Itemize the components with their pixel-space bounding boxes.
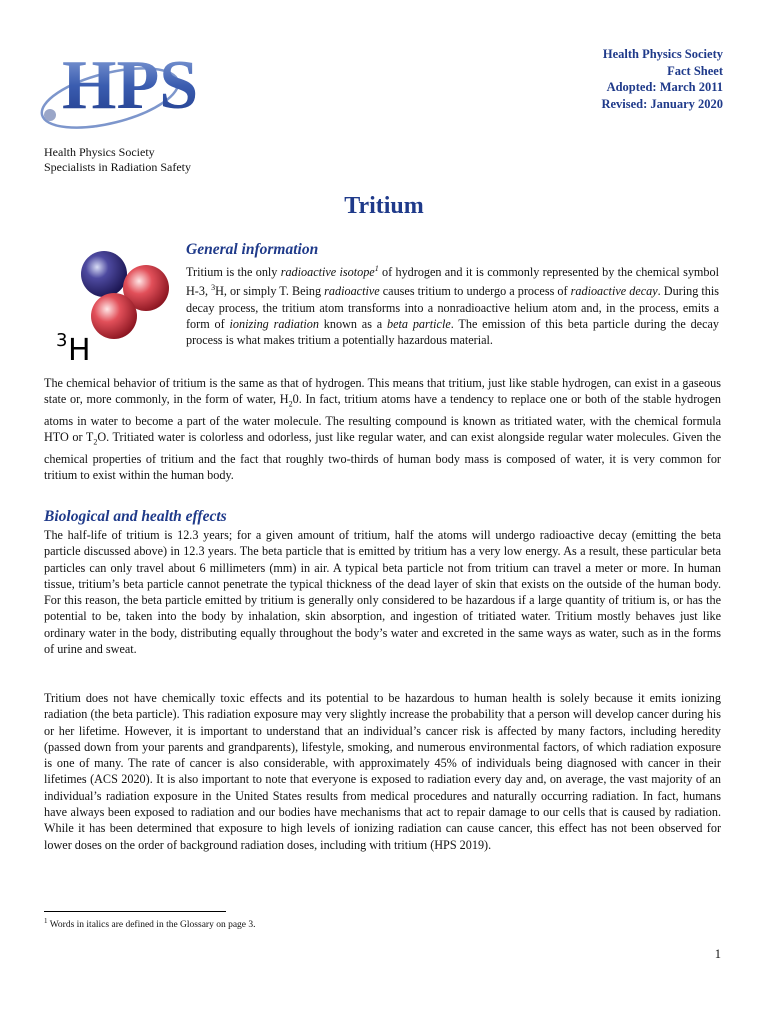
element-symbol: H <box>68 333 91 368</box>
isotope-mass-number: 3 <box>56 330 68 351</box>
page-number: 1 <box>714 947 721 961</box>
meta-line-1: Health Physics Society <box>602 47 723 61</box>
chemical-behavior-paragraph: The chemical behavior of tritium is the same as that of hydrogen. This means that tritium, just like stable hydrogen, can exist in a gaseous state or, more commonly, in the form of water, $H_20$. In fact, tritium atoms have a tendency to replace one or both of the stable hydrogen atoms in water to become a part of the water molecule. The resulting compound is known as tritiated water, with the chemical formula HTO or $T_2O$. Tritiated water is colorless and odorless, just like regular water, and can exist alongside regular water molecules. Given the chemical properties of tritium and the fact that roughly two-thirds of human body mass is composed of water, it is very common for tritium to exist within the human body. <box>44 376 721 483</box>
org-tagline: Specialists in Radiation Safety <box>44 160 191 174</box>
section-heading-general: General information <box>186 241 319 258</box>
page-title: Tritium <box>344 193 424 219</box>
organization-block <box>44 145 191 175</box>
tritium-atom-icon <box>52 248 182 368</box>
footnote: $^1$ Words in italics are defined in the Glossary on page 3. <box>44 917 256 931</box>
meta-line-3: Adopted: March 2011 <box>606 80 723 94</box>
meta-line-2: Fact Sheet <box>667 63 723 78</box>
footnote-divider <box>44 911 226 912</box>
section-heading-biological: Biological and health effects <box>44 508 227 525</box>
hps-logo <box>40 40 215 140</box>
meta-line-4: Revised: January 2020 <box>601 96 723 111</box>
half-life-paragraph: The half-life of tritium is 12.3 years; for a given amount of tritium, half the atoms will undergo radioactive decay (emitting the beta particle discussed above) in 12.3 years. The beta particle that is emitted by tritium has a very low energy. As a result, these particular beta particles can only travel about 6 millimeters (mm) in air. A typical beta particle not from tritium can travel a meter or more. In human tissue, tritium’s beta particle cannot penetrate the typical thickness of the dead layer of skin that exists on the outside of the human body. For this reason, the beta particle emitted by tritium is generally only considered to be hazardous if a large quantity of tritium is, or has the potential to be, taken into the body by inhalation, skin absorption, and ingestion of tritiated water. Tritium mostly behaves just like ordinary water in the body, distributing equally throughout the body’s water and excreted in the same ways as water, such as in the forms of urine and sweat. <box>44 528 721 657</box>
health-effects-paragraph: Tritium does not have chemically toxic effects and its potential to be hazardous to human health is solely because it emits ionizing radiation (the beta particle). This radiation exposure may very slightly increase the probability that a person will develop cancer during his or her lifetime. However, it is important to understand that an individual’s cancer risk is affected by many factors, including heredity (passed down from your parents and grandparents), lifestyle, smoking, and numerous environmental factors, of which radiation exposure is one of many. The rate of cancer is also considerable, with approximately 45% of individuals being diagnosed with cancer in their lifetimes (ACS 2020). It is also important to note that everyone is exposed to radiation every day and, on average, the vast majority of an individual’s radiation exposure in the United States results from medical procedures and naturally occurring radiation. In fact, humans have always been exposed to radiation and our bodies have mechanisms that act to repair damage to our cells that is caused by radiation. While it has been determined that exposure to high levels of ionizing radiation can cause cancer, this effect has not been observed for lower doses on the order of background radiation doses, including with tritium (HPS 2019). <box>44 691 721 852</box>
logo-text: HPS <box>62 47 199 124</box>
general-info-paragraph: Tritium is the only radioactive isotope$^1$ of hydrogen and it is commonly represented by the chemical symbol H-3, $^3$H, or simply T. Being radioactive causes tritium to undergo a process of radioactive decay. During this decay process, the tritium atom transforms into a nonradioactive helium atom and, in the process, emits a form of ionizing radiation known as a beta particle. The emission of this beta particle during the decay process is what makes tritium a potentially hazardous material. <box>186 264 720 348</box>
org-name: Health Physics Society <box>44 145 155 159</box>
document-meta <box>601 46 723 112</box>
